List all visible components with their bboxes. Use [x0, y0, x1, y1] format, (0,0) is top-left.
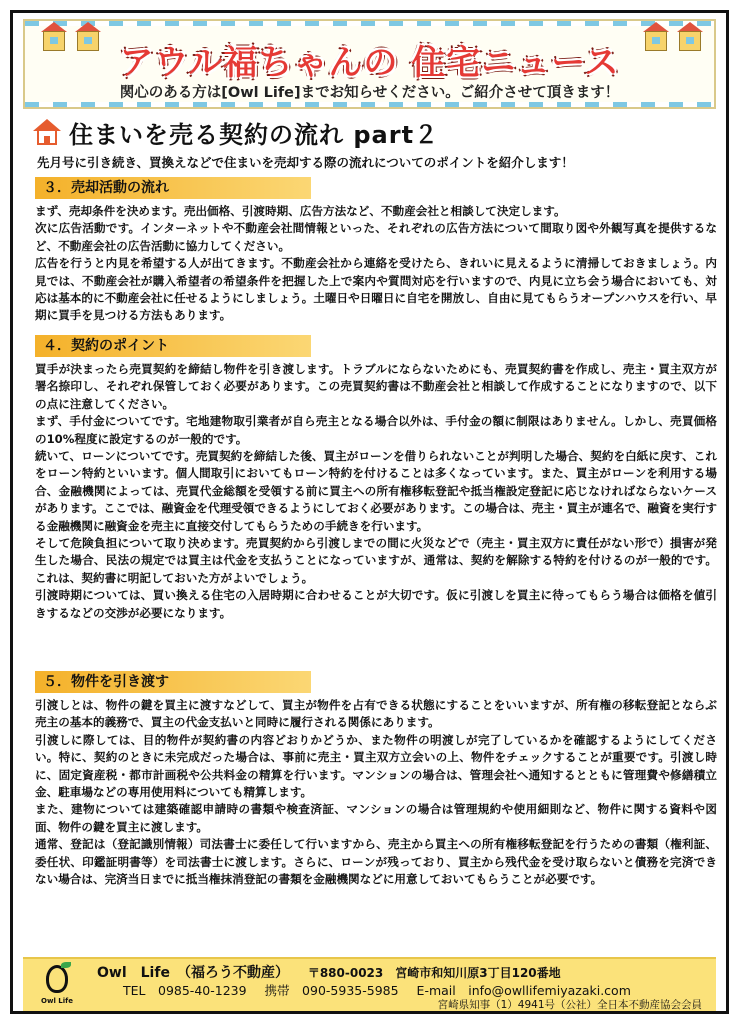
- newsletter-title: アウル福ちゃんの 住宅ニュース: [119, 43, 620, 83]
- owl-logo: [37, 963, 77, 1009]
- paragraph: まず、売却条件を決めます。売出価格、引渡時期、広告方法など、不動産会社と相談して決定します。: [35, 204, 566, 218]
- article-title: [33, 117, 439, 147]
- paragraph: また、建物については建築確認申請時の書類や検査済証、マンションの場合は管理規約や使用細則など、物件に関する資料や図面、物件の鍵を買主に渡します。: [35, 802, 717, 834]
- section-body: [35, 203, 717, 325]
- paragraph: 引渡しに際しては、目的物件が契約書の内容どおりかどうか、また物件の明渡しが完了しているかを確認するようにしてください。特に、契約のときに未完成だった場合は、事前に売主・買主双方立会いの上、物件をチェックすることが重要です。引渡し時に、固定資産税・都市計画税や公共料金の精算を行います。マンションの場合は、管理会社へ通知するとともに管理費や修繕積立金、駐車場などの専用使用料についても精算します。: [35, 732, 717, 800]
- section-heading: ３．売却活動の流れ: [35, 177, 311, 199]
- section-body: [35, 697, 717, 888]
- mobile-number: 携帯 090-5935-5985: [264, 983, 399, 998]
- paragraph: 買手が決まったら売買契約を締結し物件を引き渡します。トラブルにならないためにも、売買契約書を作成し、売主・買主双方が署名捺印し、それぞれ保管しておく必要があります。この売買契約書は不動産会社と相談して作成することになりますので、以下の点に注意してください。: [35, 362, 717, 411]
- paragraph: 次に広告活動です。インターネットや不動産会社間情報といった、それぞれの広告方法について間取り図や外観写真を提供するなど、不動産会社の広告活動に協力してください。: [35, 221, 717, 253]
- section-body: [35, 361, 717, 622]
- paragraph: 続いて、ローンについてです。売買契約を締結した後、買主がローンを借りられないことが判明した場合、契約を白紙に戻す、これをローン特約といいます。個人間取引においてもローン特約を付けることは多くなっています。また、買主がローンを利用する場合、金融機関によっては、売買代金総額を受領する前に買主への所有権移転登記や抵当権設定登記に応じなければならないケースがあります。ここでは、融資金を代理受領できるようにしておく必要があります。この場合は、売主・買主が連名で、融資を実行する金融機関に融資金を売主に直接交付してもらうための手続きを行います。: [35, 449, 717, 533]
- paragraph: 通常、登記は（登記識別情報）司法書士に委任して行いますから、売主から買主への所有権移転登記を行うための書類（権利証、委任状、印鑑証明書等）を司法書士に渡します。さらに、ローンが残っており、買主から残代金を受け取らないと債務を完済できない場合は、完済当日までに抵当権抹消登記の書類を金融機関などに用意しておいてもらうことが必要です。: [35, 837, 717, 887]
- company-address: 〒880-0023 宮崎市和知川原3丁目120番地: [307, 966, 561, 980]
- section-heading: ４．契約のポイント: [35, 335, 311, 357]
- header-stripe-top: [25, 21, 714, 26]
- article-intro: 先月号に引き続き、買換えなどで住まいを売却する際の流れについてのポイントを紹介します！: [37, 155, 574, 170]
- article-title-text: 住まいを売る契約の流れ part２: [69, 120, 440, 149]
- owl-logo-caption: Owl Life: [41, 997, 73, 1005]
- paragraph: 引渡しとは、物件の鍵を買主に渡すなどして、買主が物件を占有できる状態にすることをいいますが、所有権の移転登記とならぶ売主の基本的義務で、買主の代金支払いと同時に履行される関係にあります。: [35, 698, 717, 730]
- paragraph: 引渡時期については、買い換える住宅の入居時期に合わせることが大切です。仮に引渡しを買主に待ってもらう場合は価格を値引きするなどの交渉が必要になります。: [35, 588, 717, 620]
- email-address: E-mail info@owllifemiyazaki.com: [416, 983, 631, 998]
- header-stripe-bottom: [25, 102, 714, 107]
- newsletter-page: [10, 10, 729, 1014]
- newsletter-subtitle: 関心のある方は[Owl Life]までお知らせください。ご紹介させて頂きます！: [119, 85, 620, 101]
- header-banner: [23, 19, 716, 109]
- paragraph: まず、手付金についてです。宅地建物取引業者が自ら売主となる場合以外は、手付金の額に制限はありません。しかし、売買価格の10%程度に設定するのが一般的です。: [35, 414, 717, 446]
- footer: [23, 957, 716, 1011]
- license-info: 宮崎県知事（1）4941号（公社）全日本不動産協会会員: [437, 999, 702, 1011]
- section-heading: ５．物件を引き渡す: [35, 671, 311, 693]
- phone-number: TEL 0985-40-1239: [123, 983, 247, 998]
- paragraph: そして危険負担について取り決めます。売買契約から引渡しまでの間に火災などで（売主・買主双方に責任がない形で）損害が発生した場合、民法の規定では買主は代金を支払うことになっていますが、通常は、契約を解除する特約を付けるのが一般的です。これは、契約書に明記しておいた方がよいでしょう。: [35, 536, 717, 585]
- company-name: Owl Life （福ろう不動産）: [97, 965, 289, 981]
- paragraph: 広告を行うと内見を希望する人が出てきます。不動産会社から連絡を受けたら、きれいに見えるように清掃しておきましょう。内見では、不動産会社が購入希望者の希望条件を把握した上で案内や質問対応を行いますので、内見に立ち会う場合においても、対応は基本的に不動産会社に任せるようにしましょう。土曜日や日曜日に自宅を開放し、自由に見てもらうオープンハウスを行い、早期に買手を見つける方法もあります。: [35, 256, 717, 323]
- home-icon: [33, 119, 61, 145]
- footer-company-line: [97, 962, 561, 982]
